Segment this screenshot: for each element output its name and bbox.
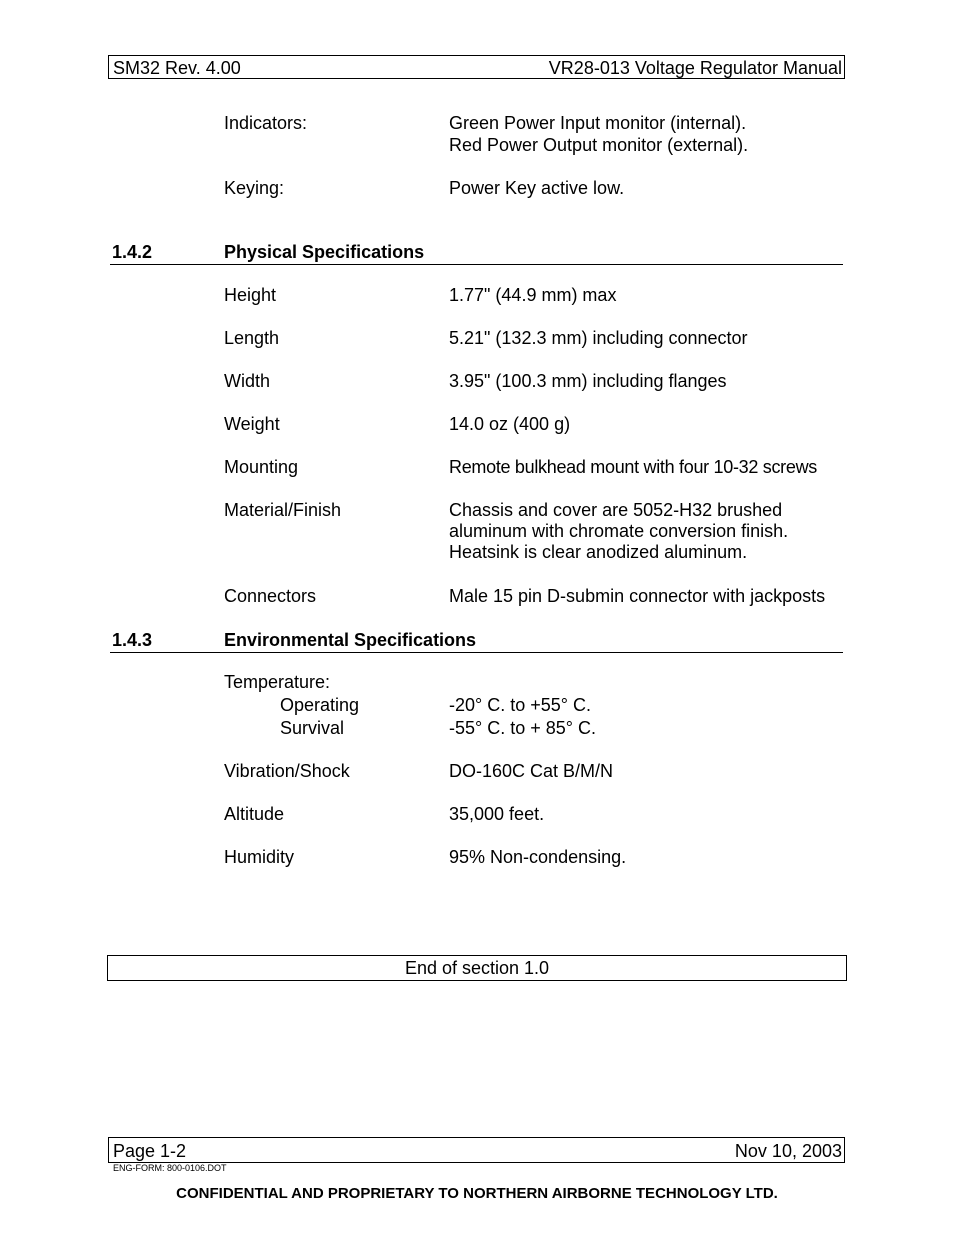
material-finish-line3: Heatsink is clear anodized aluminum. bbox=[449, 542, 748, 562]
section-title-physical: Physical Specifications bbox=[224, 242, 425, 262]
indicators-value-line2: Red Power Output monitor (external). bbox=[449, 135, 749, 155]
altitude-value: 35,000 feet. bbox=[449, 804, 545, 824]
width-value: 3.95" (100.3 mm) including flanges bbox=[449, 371, 727, 391]
mounting-value: Remote bulkhead mount with four 10-32 screws bbox=[449, 457, 817, 477]
material-finish-line2: aluminum with chromate conversion finish. bbox=[449, 521, 789, 541]
keying-label: Keying: bbox=[224, 178, 285, 198]
weight-label: Weight bbox=[224, 414, 280, 434]
width-label: Width bbox=[224, 371, 271, 391]
material-finish-label: Material/Finish bbox=[224, 500, 342, 520]
operating-value: -20° C. to +55° C. bbox=[449, 695, 591, 715]
vibration-shock-label: Vibration/Shock bbox=[224, 761, 350, 781]
header-document-title: VR28-013 Voltage Regulator Manual bbox=[548, 58, 842, 78]
header-document-id: SM32 Rev. 4.00 bbox=[113, 58, 241, 78]
length-label: Length bbox=[224, 328, 280, 348]
material-finish-line1: Chassis and cover are 5052-H32 brushed bbox=[449, 500, 783, 520]
altitude-label: Altitude bbox=[224, 804, 285, 824]
confidentiality-notice: CONFIDENTIAL AND PROPRIETARY TO NORTHERN AIRBORNE TECHNOLOGY LTD. bbox=[176, 1185, 778, 1202]
section-rule-environmental bbox=[110, 652, 843, 653]
indicators-value-line1: Green Power Input monitor (internal). bbox=[449, 113, 747, 133]
weight-value: 14.0 oz (400 g) bbox=[449, 414, 571, 434]
operating-label: Operating bbox=[280, 695, 360, 715]
section-number-environmental: 1.4.3 bbox=[112, 630, 153, 650]
section-rule-physical bbox=[110, 264, 843, 265]
footer-date: Nov 10, 2003 bbox=[734, 1141, 842, 1161]
temperature-label: Temperature: bbox=[224, 672, 331, 692]
keying-value: Power Key active low. bbox=[449, 178, 625, 198]
connectors-value: Male 15 pin D-submin connector with jackposts bbox=[449, 586, 826, 606]
survival-label: Survival bbox=[280, 718, 345, 738]
footer-form-id: ENG-FORM: 800-0106.DOT bbox=[113, 1163, 227, 1173]
section-number-physical: 1.4.2 bbox=[112, 242, 153, 262]
survival-value: -55° C. to + 85° C. bbox=[449, 718, 596, 738]
end-of-section-box: End of section 1.0 bbox=[107, 955, 847, 981]
connectors-label: Connectors bbox=[224, 586, 317, 606]
indicators-label: Indicators: bbox=[224, 113, 308, 133]
vibration-shock-value: DO-160C Cat B/M/N bbox=[449, 761, 614, 781]
height-value: 1.77" (44.9 mm) max bbox=[449, 285, 617, 305]
length-value: 5.21" (132.3 mm) including connector bbox=[449, 328, 748, 348]
humidity-value: 95% Non-condensing. bbox=[449, 847, 627, 867]
section-title-environmental: Environmental Specifications bbox=[224, 630, 477, 650]
mounting-label: Mounting bbox=[224, 457, 299, 477]
footer-page-number: Page 1-2 bbox=[113, 1141, 187, 1161]
humidity-label: Humidity bbox=[224, 847, 295, 867]
height-label: Height bbox=[224, 285, 277, 305]
